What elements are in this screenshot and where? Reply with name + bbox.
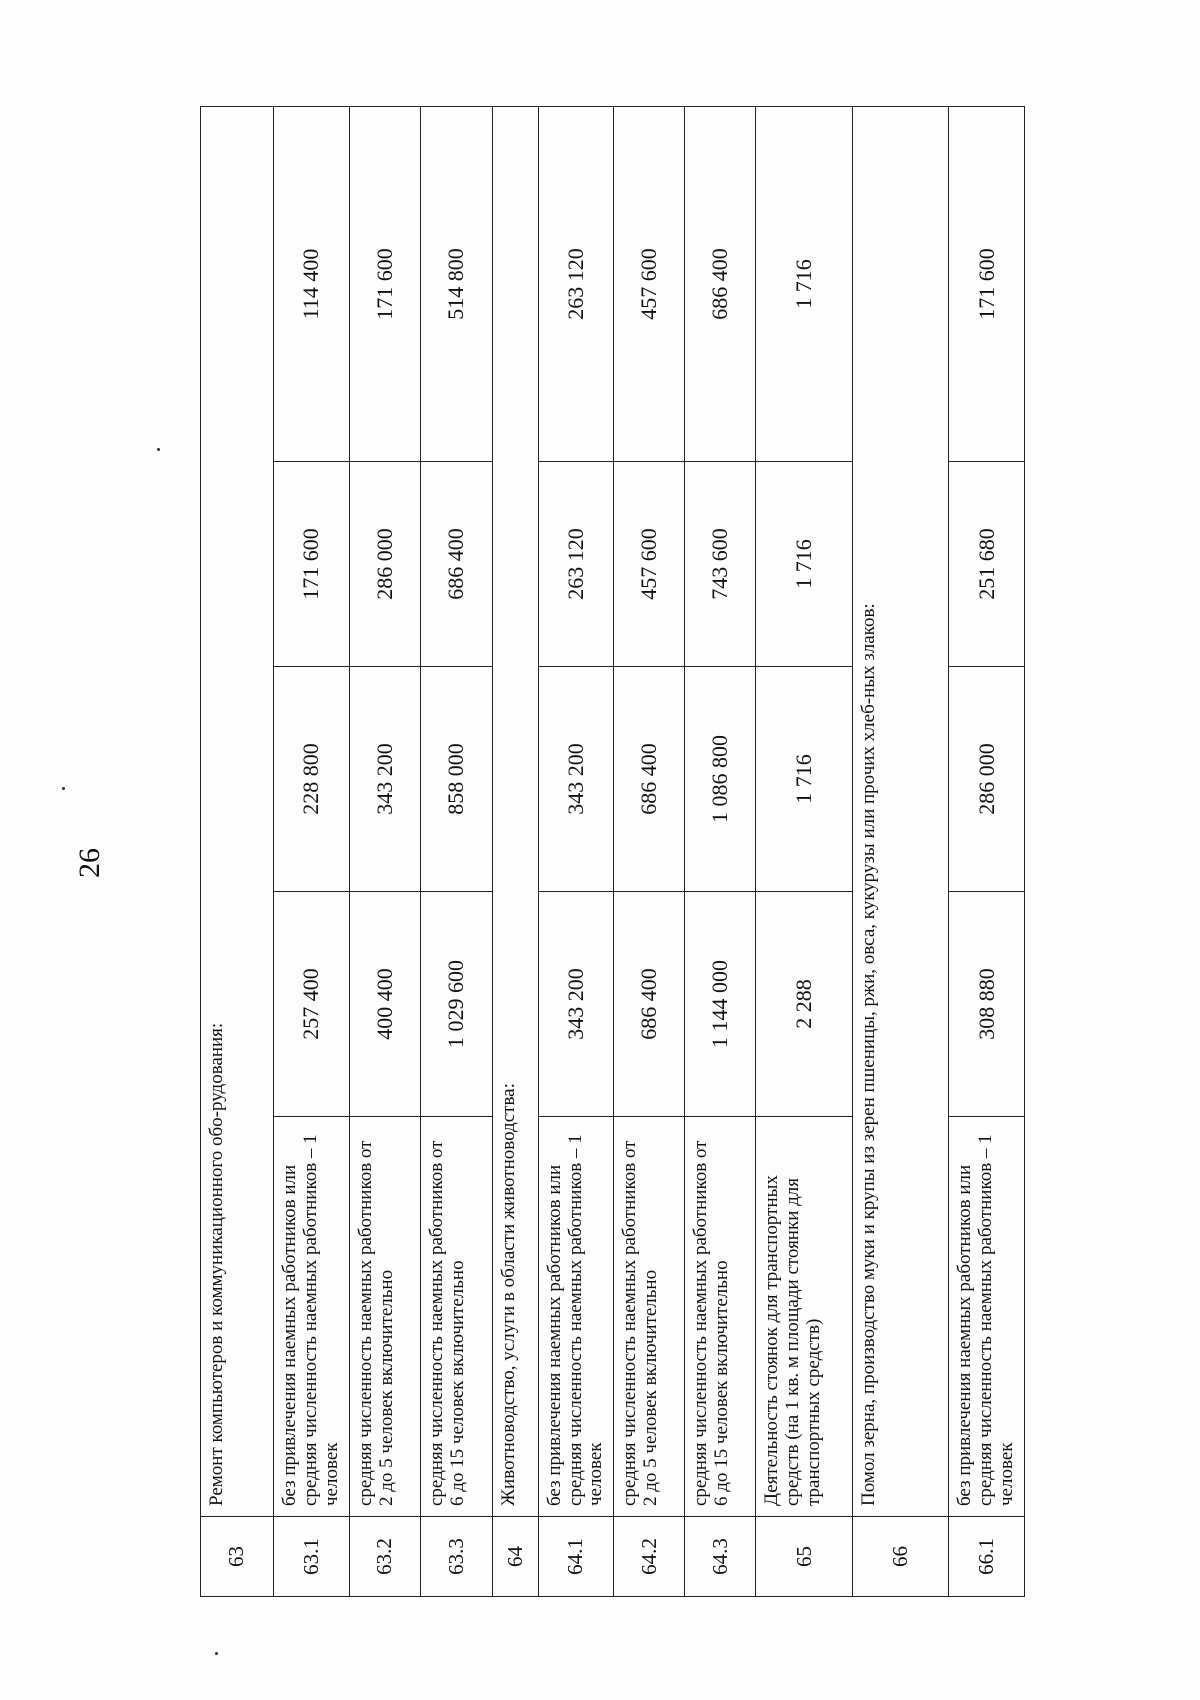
row-value-v2: 286 000 — [949, 667, 1025, 892]
row-value-v3: 686 400 — [420, 462, 492, 667]
row-code: 66 — [853, 1517, 949, 1597]
row-code: 64.3 — [685, 1517, 756, 1597]
table-row — [614, 106, 685, 1596]
table-row — [274, 106, 350, 1596]
row-code: 64 — [492, 1517, 538, 1597]
row-description: средняя численность наемных работников от 2 до 5 человек включительно — [349, 1117, 420, 1517]
row-value-v1: 343 200 — [538, 892, 614, 1117]
scan-speck — [215, 1652, 218, 1655]
row-description: Животноводство, услуги в области животноводства: — [492, 106, 538, 1516]
row-description: Деятельность стоянок для транспортных средств (на 1 кв. м площади стоянки для транспортных средств) — [756, 1117, 853, 1517]
row-description: Помол зерна, производство муки и крупы из зерен пшеницы, ржи, овса, кукурузы или прочих хлеб-ных злаков: — [853, 106, 949, 1516]
row-value-v3: 1 716 — [756, 462, 853, 667]
row-value-v2: 343 200 — [349, 667, 420, 892]
row-value-v2: 1 086 800 — [685, 667, 756, 892]
table-row — [853, 106, 949, 1596]
row-value-v3: 251 680 — [949, 462, 1025, 667]
table-body — [201, 106, 1025, 1596]
row-value-v1: 686 400 — [614, 892, 685, 1117]
table-row — [492, 106, 538, 1596]
scan-speck — [157, 448, 160, 451]
row-value-v4: 171 600 — [949, 106, 1025, 461]
row-value-v4: 686 400 — [685, 106, 756, 461]
table-row — [201, 106, 274, 1596]
table-row — [349, 106, 420, 1596]
row-code: 64.1 — [538, 1517, 614, 1597]
row-value-v4: 514 800 — [420, 106, 492, 461]
page-number: 26 — [73, 848, 106, 878]
table-row — [685, 106, 756, 1596]
row-value-v3: 743 600 — [685, 462, 756, 667]
row-code: 65 — [756, 1517, 853, 1597]
row-value-v2: 858 000 — [420, 667, 492, 892]
row-value-v3: 286 000 — [349, 462, 420, 667]
row-code: 63.2 — [349, 1517, 420, 1597]
row-code: 63.3 — [420, 1517, 492, 1597]
row-description: без привлечения наемных работников или средняя численность наемных работников – 1 человек — [274, 1117, 350, 1517]
row-description: без привлечения наемных работников или средняя численность наемных работников – 1 человек — [538, 1117, 614, 1517]
table-row — [538, 106, 614, 1596]
row-description: Ремонт компьютеров и коммуникационного обо-рудования: — [201, 106, 274, 1516]
tariff-table — [200, 106, 1025, 1597]
row-value-v4: 457 600 — [614, 106, 685, 461]
row-description: средняя численность наемных работников от 6 до 15 человек включительно — [685, 1117, 756, 1517]
row-value-v1: 400 400 — [349, 892, 420, 1117]
row-value-v4: 263 120 — [538, 106, 614, 461]
row-description: без привлечения наемных работников или средняя численность наемных работников – 1 человек — [949, 1117, 1025, 1517]
row-value-v3: 171 600 — [274, 462, 350, 667]
row-description: средняя численность наемных работников от 6 до 15 человек включительно — [420, 1117, 492, 1517]
row-value-v3: 263 120 — [538, 462, 614, 667]
row-value-v2: 1 716 — [756, 667, 853, 892]
row-value-v4: 1 716 — [756, 106, 853, 461]
row-value-v1: 257 400 — [274, 892, 350, 1117]
row-value-v4: 114 400 — [274, 106, 350, 461]
row-code: 63 — [201, 1517, 274, 1597]
table-row — [756, 106, 853, 1596]
row-value-v1: 2 288 — [756, 892, 853, 1117]
row-code: 63.1 — [274, 1517, 350, 1597]
table-row — [420, 106, 492, 1596]
row-value-v4: 171 600 — [349, 106, 420, 461]
row-value-v2: 343 200 — [538, 667, 614, 892]
row-code: 64.2 — [614, 1517, 685, 1597]
row-value-v3: 457 600 — [614, 462, 685, 667]
scan-speck — [62, 787, 65, 790]
row-value-v2: 228 800 — [274, 667, 350, 892]
rotated-table-wrapper — [200, 107, 1080, 1597]
row-value-v1: 1 029 600 — [420, 892, 492, 1117]
row-code: 66.1 — [949, 1517, 1025, 1597]
row-value-v1: 1 144 000 — [685, 892, 756, 1117]
row-value-v1: 308 880 — [949, 892, 1025, 1117]
row-value-v2: 686 400 — [614, 667, 685, 892]
table-row — [949, 106, 1025, 1596]
row-description: средняя численность наемных работников от 2 до 5 человек включительно — [614, 1117, 685, 1517]
